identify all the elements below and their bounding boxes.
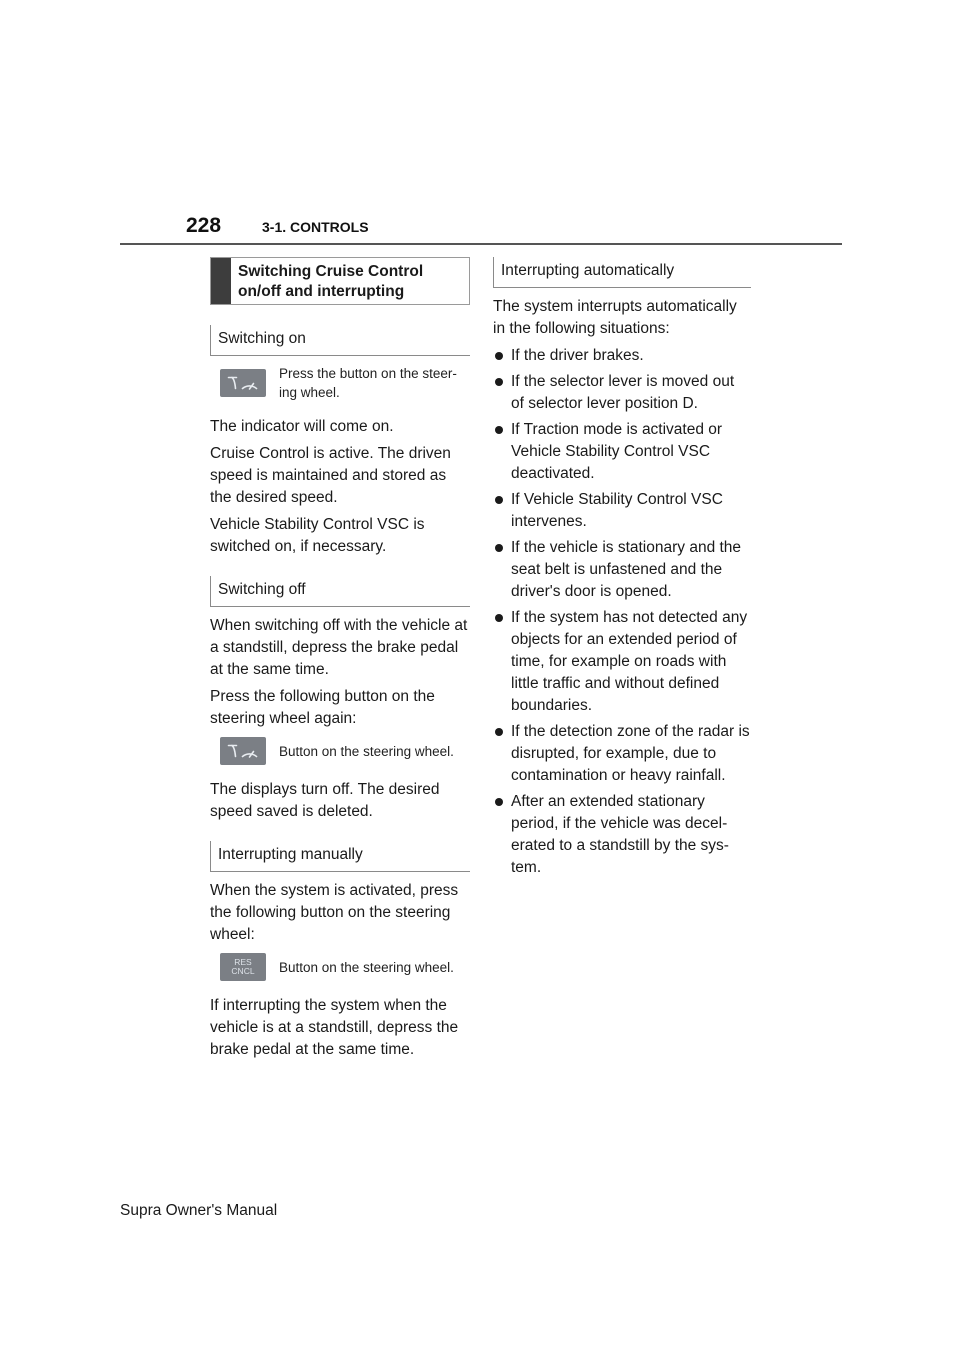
cncl-label: CNCL xyxy=(231,966,255,976)
paragraph: Vehicle Stability Control VSC is switched on, if necessary. xyxy=(210,516,425,555)
paragraph: The indicator will come on. xyxy=(210,418,394,435)
left-column xyxy=(210,257,470,1066)
main-heading xyxy=(210,257,470,305)
list-item: If the selector lever is moved out of selector lever position D. xyxy=(493,371,751,415)
list-item: If Vehicle Stability Control VSC intervenes. xyxy=(493,489,751,533)
button-caption: Button on the steering wheel. xyxy=(279,743,454,759)
footer-text: Supra Owner's Manual xyxy=(120,1202,278,1219)
button-row-interrupt xyxy=(220,953,470,981)
cruise-control-icon xyxy=(220,737,266,765)
button-row-switch-off xyxy=(220,737,470,765)
button-caption: Press the button on the steer-ing wheel. xyxy=(279,366,457,400)
page-number: 228 xyxy=(186,214,222,237)
right-column xyxy=(493,257,751,883)
list-item: If the system has not detected any objects for an extended period of time, for example on roads with little traffic and without defined boundaries. xyxy=(493,607,751,717)
subheading-interrupting-automatically: Interrupting automatically xyxy=(493,257,751,288)
main-heading-text: Switching Cruise Control on/off and interrupting xyxy=(238,263,424,300)
section-label: 3-1. CONTROLS xyxy=(262,219,369,235)
res-cncl-icon xyxy=(220,953,266,981)
cruise-control-icon xyxy=(220,369,266,397)
subheading-switching-on: Switching on xyxy=(210,325,470,356)
res-label: RES xyxy=(234,957,252,967)
list-item: If the detection zone of the radar is disrupted, for example, due to contamination or heavy rainfall. xyxy=(493,721,751,787)
paragraph: The system interrupts automatically in the following situations: xyxy=(493,298,737,337)
paragraph: When the system is activated, press the following button on the steering wheel: xyxy=(210,882,459,943)
button-caption: Button on the steering wheel. xyxy=(279,959,454,975)
list-item: If the driver brakes. xyxy=(493,345,751,367)
paragraph: The displays turn off. The desired speed saved is deleted. xyxy=(210,781,440,820)
subheading-interrupting-manually: Interrupting manually xyxy=(210,841,470,872)
heading-bar xyxy=(211,258,231,304)
list-item: After an extended stationary period, if the vehicle was decel-erated to a standstill by the sys-tem. xyxy=(493,791,751,879)
list-item: If Traction mode is activated or Vehicle Stability Control VSC deactivated. xyxy=(493,419,751,485)
bullet-list xyxy=(493,345,751,879)
paragraph: Press the following button on the steering wheel again: xyxy=(210,688,435,727)
subheading-switching-off: Switching off xyxy=(210,576,470,607)
list-item: If the vehicle is stationary and the seat belt is unfastened and the driver's door is opened. xyxy=(493,537,751,603)
paragraph: Cruise Control is active. The driven speed is maintained and stored as the desired speed. xyxy=(210,445,451,506)
button-row-switch-on xyxy=(220,364,470,402)
paragraph: When switching off with the vehicle at a standstill, depress the brake pedal at the same time. xyxy=(210,617,468,678)
header-rule xyxy=(120,243,842,245)
paragraph: If interrupting the system when the vehicle is at a standstill, depress the brake pedal at the same time. xyxy=(210,997,459,1058)
